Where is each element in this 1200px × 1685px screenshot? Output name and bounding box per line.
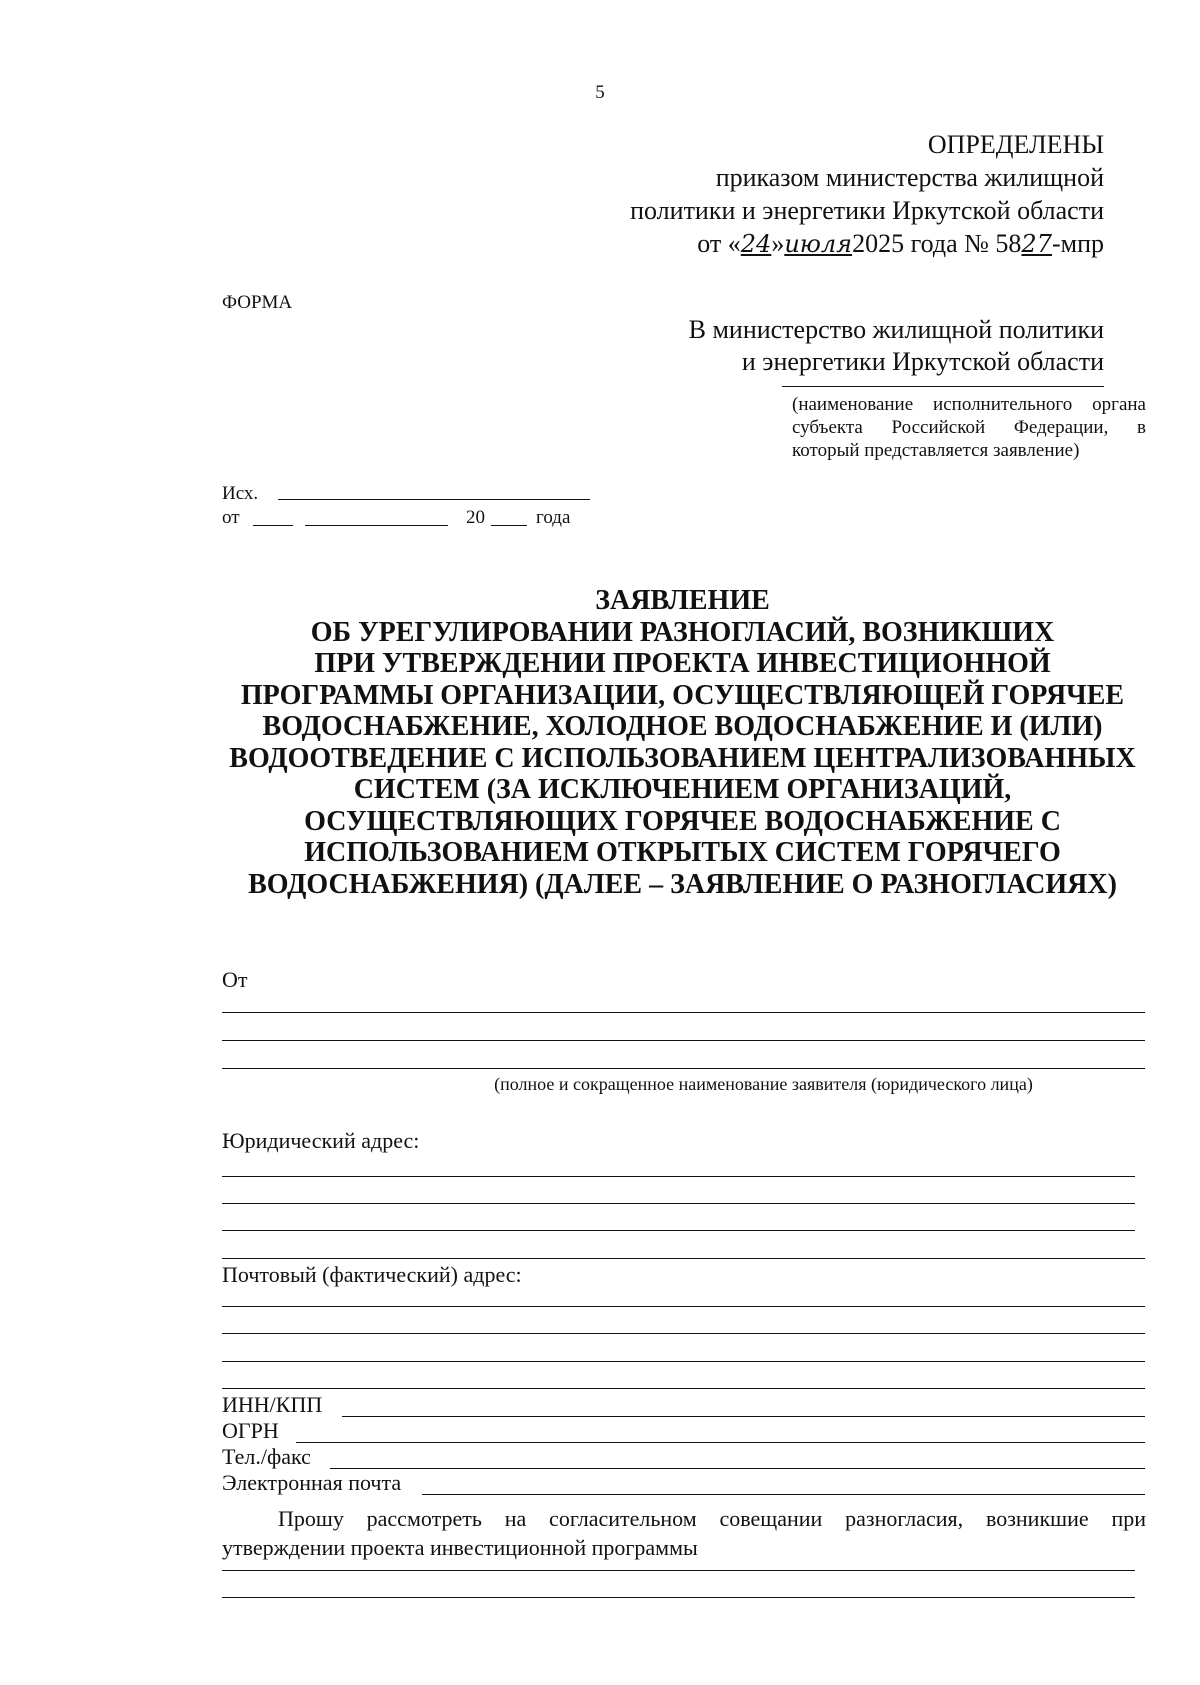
approval-title: ОПРЕДЕЛЕНЫ — [927, 130, 1104, 159]
year-and-number: 2025 года № 58 — [852, 229, 1022, 258]
program-line-1[interactable] — [222, 1570, 1135, 1571]
title-line: ПРОГРАММЫ ОРГАНИЗАЦИИ, ОСУЩЕСТВЛЯЮЩЕЙ ГОРЯЧЕЕ — [240, 679, 1125, 711]
title-line: ИСПОЛЬЗОВАНИЕМ ОТКРЫТЫХ СИСТЕМ ГОРЯЧЕГО — [304, 837, 1061, 868]
title-line: ЗАЯВЛЕНИЕ — [595, 585, 770, 616]
applicant-caption: (полное и сокращенное наименование заявителя (юридического лица) — [494, 1074, 1033, 1094]
handwritten-number: 27 — [1021, 230, 1052, 258]
title-line: ВОДОСНАБЖЕНИЯ) (ДАЛЕЕ – ЗАЯВЛЕНИЕ О РАЗНОГЛАСИЯХ) — [248, 868, 1117, 900]
email-field[interactable] — [422, 1494, 1145, 1495]
approval-block — [544, 128, 1104, 261]
outgoing-month-field[interactable] — [305, 525, 448, 526]
date-prefix: от « — [697, 229, 741, 258]
phone-fax-field[interactable] — [330, 1468, 1145, 1469]
applicant-line-2[interactable] — [222, 1040, 1145, 1041]
title-line: ОБ УРЕГУЛИРОВАНИИ РАЗНОГЛАСИЙ, ВОЗНИКШИХ — [310, 616, 1055, 648]
applicant-line-3[interactable] — [222, 1068, 1145, 1069]
addressee-caption: (наименование исполнительного органа субъекта Российской Федерации, в который представляется заявление) — [792, 394, 1146, 461]
approval-line-1: приказом министерства жилищной — [715, 163, 1104, 192]
phone-fax-label: Тел./факс — [222, 1444, 311, 1469]
legal-address-line-3[interactable] — [222, 1230, 1135, 1231]
legal-address-line-4[interactable] — [222, 1258, 1145, 1259]
request-paragraph: Прошу рассмотреть на согласительном совещании разногласия, возникшие при утверждении проекта инвестиционной программы — [222, 1506, 1146, 1560]
date-mid: » — [771, 229, 785, 258]
postal-address-line-4[interactable] — [222, 1388, 1145, 1389]
approval-line-2: политики и энергетики Иркутской области — [630, 196, 1104, 225]
addressee-line-1: В министерство жилищной политики — [688, 315, 1104, 344]
addressee-line-2: и энергетики Иркутской области — [741, 347, 1104, 376]
outgoing-day-field[interactable] — [253, 525, 293, 526]
applicant-line-1[interactable] — [222, 1012, 1145, 1013]
legal-address-label: Юридический адрес: — [222, 1128, 420, 1153]
postal-address-line-1[interactable] — [222, 1306, 1145, 1307]
outgoing-year-prefix: 20 — [466, 507, 485, 528]
ogrn-field[interactable] — [296, 1442, 1145, 1443]
postal-address-line-2[interactable] — [222, 1333, 1145, 1334]
inn-kpp-field[interactable] — [342, 1416, 1145, 1417]
document-title — [215, 585, 1150, 900]
from-label: От — [222, 967, 248, 992]
page-number: 5 — [595, 82, 605, 103]
addressee-underline — [782, 386, 1104, 387]
postal-address-line-3[interactable] — [222, 1361, 1145, 1362]
legal-address-line-2[interactable] — [222, 1203, 1135, 1204]
ogrn-label: ОГРН — [222, 1418, 279, 1443]
title-line: ВОДОСНАБЖЕНИЕ, ХОЛОДНОЕ ВОДОСНАБЖЕНИЕ И (ИЛИ) — [262, 711, 1103, 742]
title-line: ВОДООТВЕДЕНИЕ С ИСПОЛЬЗОВАНИЕМ ЦЕНТРАЛИЗОВАННЫХ — [229, 742, 1136, 774]
postal-address-label: Почтовый (фактический) адрес: — [222, 1262, 522, 1287]
legal-address-line-1[interactable] — [222, 1176, 1135, 1177]
outgoing-date-label: от — [222, 507, 240, 528]
outgoing-number-label: Исх. — [222, 483, 259, 504]
outgoing-year-field[interactable] — [491, 525, 527, 526]
outgoing-goda-label: года — [536, 507, 571, 528]
form-label: ФОРМА — [222, 292, 293, 313]
title-line: СИСТЕМ (ЗА ИСКЛЮЧЕНИЕМ ОРГАНИЗАЦИЙ, — [353, 774, 1012, 805]
approval-date-line — [544, 227, 1104, 261]
addressee-block — [584, 314, 1104, 378]
title-line: ПРИ УТВЕРЖДЕНИИ ПРОЕКТА ИНВЕСТИЦИОННОЙ — [314, 648, 1051, 679]
inn-kpp-label: ИНН/КПП — [222, 1392, 323, 1417]
outgoing-number-field[interactable] — [278, 499, 590, 500]
program-line-2[interactable] — [222, 1597, 1135, 1598]
handwritten-day: 24 — [740, 230, 772, 258]
title-line: ОСУЩЕСТВЛЯЮЩИХ ГОРЯЧЕЕ ВОДОСНАБЖЕНИЕ С — [304, 805, 1061, 837]
handwritten-month: июля — [784, 230, 853, 258]
email-label: Электронная почта — [222, 1470, 402, 1495]
number-suffix: -мпр — [1051, 229, 1104, 258]
